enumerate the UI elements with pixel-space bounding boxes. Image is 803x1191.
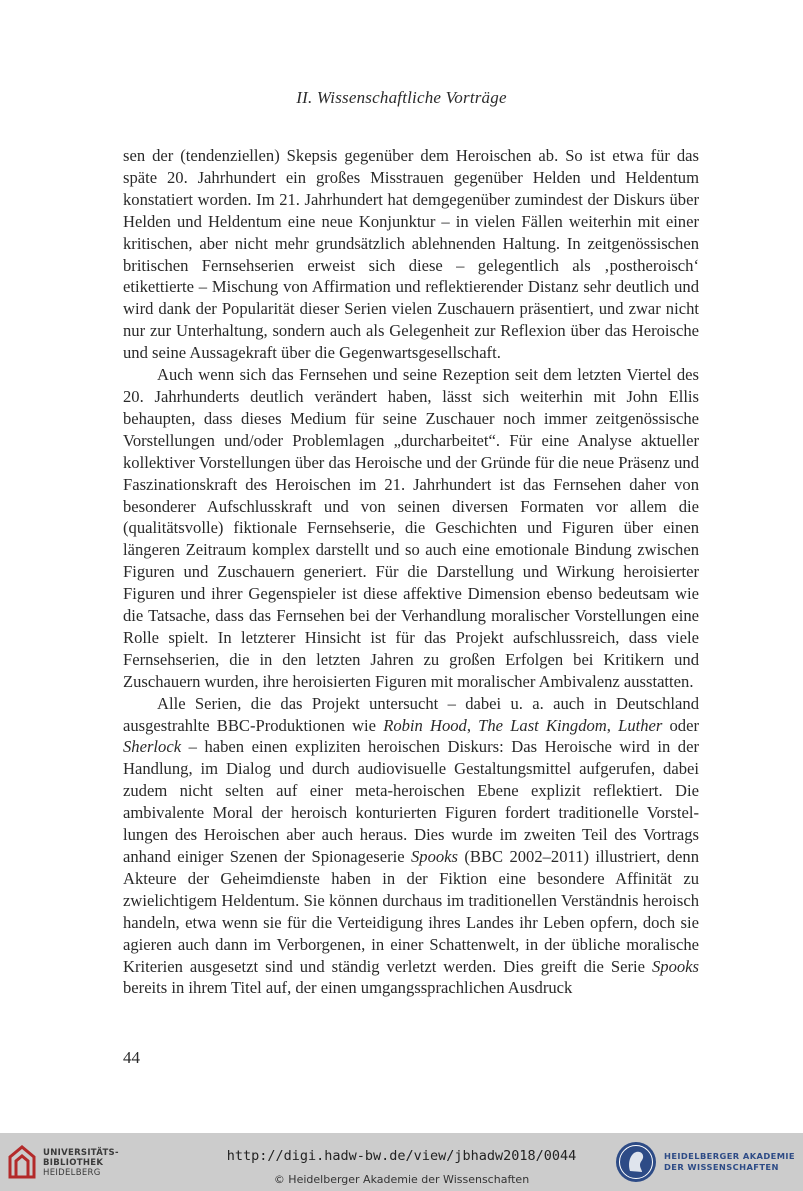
series-title: Spooks [410, 847, 458, 866]
series-title: Spooks [651, 956, 699, 976]
text-run: (BBC 2002–2011) illustriert, denn Akteure der Geheimdienste haben in der Fiktion eine besondere Affinität zu zwielichtigem Heldentum. Sie können durchaus im traditionellen Verständnis heroisch handeln, etwa wenn sie für die Verteidigung ihres Landes ihr Leben opfern, doch sie agieren auch dann im Verborgenen, in einer Schattenwelt, in der übliche moralische Kriterien ausgesetzt sind und ständig verletzt werden. Dies greift die Serie [123, 847, 699, 976]
academy-seal-icon [615, 1141, 657, 1183]
series-title: The Last Kingdom [478, 715, 607, 735]
text-run: , [606, 715, 619, 735]
copyright-text: © Heidelberger Akademie der Wissenschaften [273, 1173, 530, 1186]
body-text [123, 145, 699, 999]
text-run: sen der (tendenziellen) Skepsis gegenüber dem Heroischen ab. So ist etwa für das späte 20. Jahrhundert ein großes Misstrauen gegenüber Helden und Heldentum konstatiert worden. Im 21. Jahrhundert hat demgegenüber zumindest der Diskurs über Helden und Heldentum eine neue Konjunktur – in vielen Fällen weiterhin mit einer kritischen, aber nicht mehr grundsätzlich ablehnenden Haltung. In zeitgenössischen britischen Fernsehserien erweist sich diese – gelegentlich als ‚postheroisch‘ etikettierte – Mischung von Affirmation und reflektierender Distanz sehr deutlich und wird dank der Popularität dieser Serien vielen Zuschauern präsentiert, und zwar nicht nur zur Unterhaltung, sondern auch als Gelegenheit zur Reflexion über das Heroische und seine Aussagekraft über die Gegenwartsgesellschaft. [123, 146, 699, 363]
footer-bar [0, 1133, 803, 1191]
text-run: Auch wenn sich das Fernsehen und seine Rezeption seit dem letzten Viertel des 20. Jahrhunderts deutlich verändert haben, lässt sich weiterhin mit John Ellis behaupten, dass dieses Medium für seine Zuschauer noch immer zeitgenössische Vorstellungen und/oder Problemlagen „durcharbeitet“. Für eine Analyse aktueller kollektiver Vorstellungen über das Heroische und der Gründe für die neue Präsenz und Faszinationskraft des Heroischen im 21. Jahrhundert ist das Fernsehen daher von besonderer Aufschlusskraft und von seinen diversen Formaten vor allem die (qualitätsvolle) fiktionale Fernsehserie, die Geschichten und Figuren über einen längeren Zeitraum komplex darstellt und so auch eine emotionale Bindung zwischen Figuren und Zuschauern generiert. Für die Darstellung und Wirkung heroisierter Figuren und ihrer Gegenspieler ist diese affektive Dimension ebenso bedeutsam wie die Tatsache, dass das Fernsehen bei der Verhandlung moralischer Vorstellungen eine Rolle spielt. In letzterer Hinsicht ist für das Projekt aufschlussreich, dass viele Fernsehserien, die in den letzten Jahren zu großen Erfolgen bei Kritikern und Zuschauern wurden, ihre heroisierten Figuren mit moralischer Ambivalenz ausstatten. [123, 365, 699, 691]
text-run: Alle Serien, die das Projekt untersucht – dabei u. a. auch in Deutschland ausgestrahlte BBC-Produktionen wie [123, 693, 699, 735]
ub-logo-line-3: HEIDELBERG [43, 1168, 101, 1178]
source-url-link[interactable]: http://digi.hadw-bw.de/view/jbhadw2018/0044 [226, 1148, 577, 1164]
series-title: Robin Hood [383, 715, 467, 735]
page-number: 44 [123, 1048, 140, 1067]
paragraph-3 [123, 693, 699, 1000]
text-run: – haben einen expliziten heroischen Diskurs: Das Heroische wird in der Handlung, im Dialog und durch audiovisuelle Gestaltungsmittel aufgerufen, dabei zudem nicht selten auf einer meta-heroischen Ebene explizit reflektiert. Die ambivalente Moral der heroisch konturierten Figuren fordert traditionelle Vorstellungen des Heroischen aber auch heraus. Dies wurde im zweiten Teil des Vortrags anhand einiger Szenen der Spionageserie [123, 737, 699, 866]
series-title: Sherlock [123, 737, 182, 757]
text-run: , [466, 715, 479, 735]
text-run: oder [662, 715, 699, 735]
hadw-logo-text [664, 1151, 795, 1173]
hadw-logo-line-1: HEIDELBERGER AKADEMIE [664, 1151, 795, 1161]
series-title: Luther [618, 715, 663, 735]
hadw-logo[interactable] [615, 1138, 803, 1186]
running-head: II. Wissenschaftliche Vorträge [296, 88, 507, 107]
paragraph-1 [123, 145, 699, 364]
hadw-logo-line-2: DER WISSENSCHAFTEN [664, 1162, 779, 1172]
text-run: bereits in ihrem Titel auf, der einen umgangssprachlichen Ausdruck [123, 978, 573, 998]
ub-logo-line-1: UNIVERSITÄTS- [43, 1148, 119, 1158]
paragraph-2 [123, 364, 699, 693]
ub-logo-line-2: BIBLIOTHEK [43, 1158, 104, 1168]
